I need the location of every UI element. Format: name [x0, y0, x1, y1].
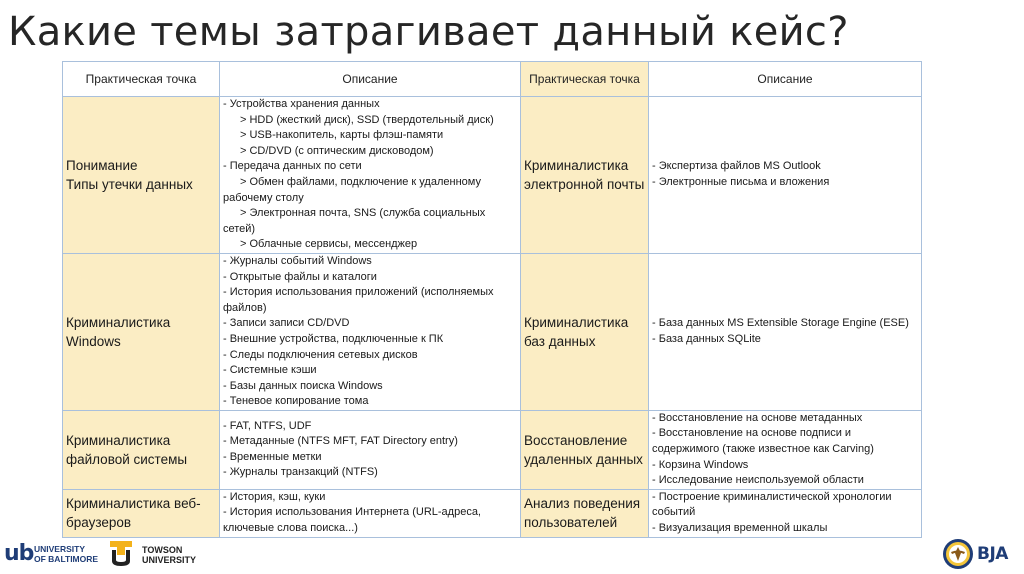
doj-seal-icon	[942, 538, 974, 570]
table-row	[63, 253, 922, 410]
list-item: - Записи записи CD/DVD	[223, 317, 350, 330]
practical-point-cell	[521, 253, 649, 410]
practical-point-cell	[63, 97, 220, 254]
header-practical-point: Практическая точка	[521, 62, 649, 97]
cell-line: Криминалистика веб-	[66, 496, 201, 512]
list-item: - История, кэш, куки	[223, 490, 326, 503]
list-item: - Следы подключения сетевых дисков	[223, 348, 418, 361]
list-item: - Базы данных поиска Windows	[223, 379, 383, 392]
table-row	[63, 410, 922, 489]
header-description: Описание	[220, 62, 521, 97]
list-item: - Системные кэши	[223, 364, 317, 377]
topics-table	[62, 61, 922, 538]
practical-point-cell	[521, 97, 649, 254]
cell-line: пользователей	[524, 515, 618, 531]
list-item: - Визуализация временной шкалы	[652, 522, 828, 535]
description-cell	[649, 489, 922, 537]
list-item: - Устройства хранения данных	[223, 98, 380, 110]
cell-line: баз данных	[524, 333, 596, 349]
header-practical-point: Практическая точка	[63, 62, 220, 97]
towson-wordmark-line: UNIVERSITY	[142, 555, 197, 565]
list-item: - База данных SQLite	[652, 332, 761, 345]
description-cell	[220, 97, 521, 254]
cell-line: Криминалистика	[66, 314, 171, 330]
cell-line: Криминалистика	[66, 432, 171, 448]
list-item: - Временные метки	[223, 450, 322, 463]
ub-wordmark	[34, 544, 98, 564]
ub-wordmark-line: OF BALTIMORE	[34, 554, 99, 564]
list-item: - Внешние устройства, подключенные к ПК	[223, 332, 444, 345]
list-item: > Обмен файлами, подключение к удаленному рабочему столу	[223, 175, 481, 204]
cell-line: браузеров	[66, 515, 132, 531]
practical-point-cell	[521, 410, 649, 489]
towson-tu-icon	[110, 541, 132, 567]
list-item: - История использования Интернета (URL-адреса, ключевые слова поиска...)	[223, 506, 481, 535]
table-row	[63, 489, 922, 537]
cell-line: Типы утечки данных	[66, 176, 193, 192]
bja-logo	[942, 538, 1018, 572]
header-description: Описание	[649, 62, 922, 97]
cell-line: Windows	[66, 333, 121, 349]
cell-line: Криминалистика	[524, 314, 629, 330]
practical-point-cell	[63, 410, 220, 489]
cell-line: удаленных данных	[524, 451, 643, 467]
ub-monogram: ub	[4, 541, 34, 566]
description-cell	[649, 253, 922, 410]
practical-point-cell	[63, 253, 220, 410]
list-item: - Построение криминалистической хронологии событий	[652, 490, 892, 519]
cell-line: Понимание	[66, 157, 138, 173]
cell-line: Криминалистика	[524, 157, 629, 173]
list-item: > CD/DVD (с оптическим дисководом)	[240, 144, 434, 157]
list-item: - Восстановление на основе метаданных	[652, 411, 863, 424]
practical-point-cell	[63, 489, 220, 537]
list-item: > Электронная почта, SNS (служба социальных сетей)	[223, 207, 486, 235]
table-row	[63, 97, 922, 254]
list-item: - Корзина Windows	[652, 458, 749, 471]
list-item: - База данных MS Extensible Storage Engine (ESE)	[652, 317, 909, 330]
cell-line: электронной почты	[524, 176, 645, 192]
list-item: - Восстановление на основе подписи и содержимого (также известное как Carving)	[652, 427, 874, 456]
description-cell	[220, 410, 521, 489]
description-cell	[220, 489, 521, 537]
list-item: - Журналы транзакций (NTFS)	[223, 466, 378, 479]
list-item: - Экспертиза файлов MS Outlook	[652, 160, 821, 173]
cell-line: Восстановление	[524, 432, 628, 448]
table-header-row	[63, 62, 922, 97]
list-item: - Метаданные (NTFS MFT, FAT Directory entry)	[223, 435, 458, 448]
list-item: - Журналы событий Windows	[223, 254, 372, 267]
list-item: - Исследование неиспользуемой области	[652, 474, 864, 487]
description-cell	[649, 410, 922, 489]
cell-line: файловой системы	[66, 451, 188, 467]
towson-wordmark-line: TOWSON	[142, 545, 183, 555]
list-item: - Открытые файлы и каталоги	[223, 270, 377, 283]
list-item: > HDD (жесткий диск), SSD (твердотельный диск)	[240, 113, 494, 126]
bja-wordmark: BJA	[977, 544, 1008, 564]
list-item: - Передача данных по сети	[223, 160, 362, 173]
cell-line: Анализ поведения	[524, 496, 641, 512]
practical-point-cell	[521, 489, 649, 537]
list-item: > Облачные сервисы, мессенджер	[240, 238, 418, 251]
ub-wordmark-line: UNIVERSITY	[34, 544, 86, 554]
towson-wordmark	[142, 545, 196, 565]
partner-logos	[0, 537, 220, 573]
page-title: Какие темы затрагивает данный кейс?	[8, 9, 849, 55]
list-item: - История использования приложений (исполняемых файлов)	[223, 286, 494, 314]
list-item: - Теневое копирование тома	[223, 395, 369, 408]
list-item: > USB-накопитель, карты флэш-памяти	[240, 129, 444, 142]
list-item: - Электронные письма и вложения	[652, 175, 830, 188]
description-cell	[649, 97, 922, 254]
description-cell	[220, 253, 521, 410]
list-item: - FAT, NTFS, UDF	[223, 419, 312, 432]
